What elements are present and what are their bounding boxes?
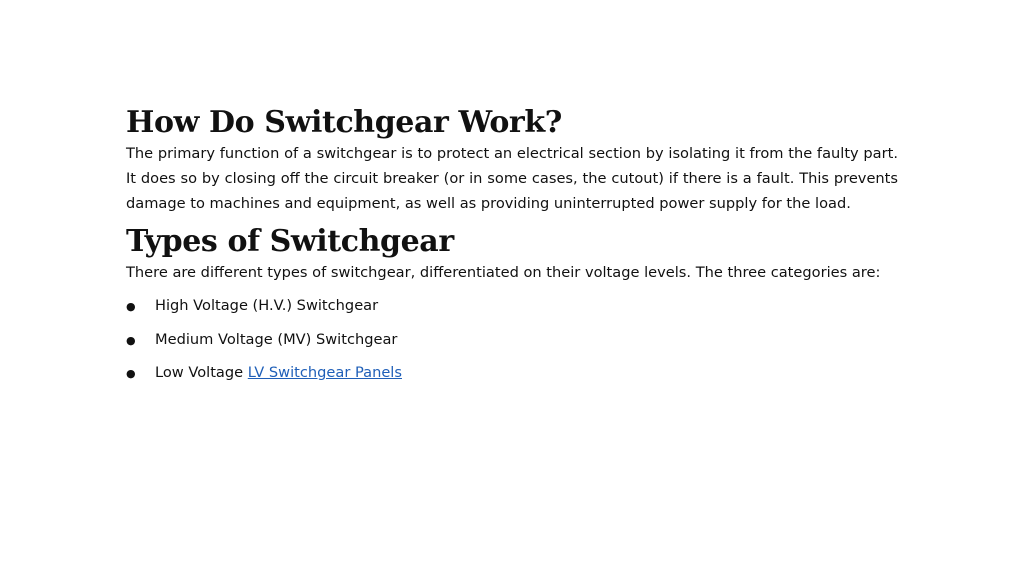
switchgear-types-list (126, 294, 898, 395)
list-item-text: Low Voltage (155, 364, 248, 382)
heading-types-of-switchgear: Types of Switchgear (126, 224, 454, 260)
list-item-text: High Voltage (H.V.) Switchgear (155, 297, 379, 315)
lv-switchgear-panels-link[interactable]: LV Switchgear Panels (247, 364, 402, 382)
slide-content (126, 104, 898, 395)
list-item-text: Medium Voltage (MV) Switchgear (155, 330, 398, 348)
heading-how-switchgear-works: How Do Switchgear Work? (126, 105, 562, 140)
bullet-icon: ● (126, 300, 136, 314)
paragraph-switchgear-types-intro: There are different types of switchgear, differentiated on their voltage levels. The three categories are: (126, 264, 881, 282)
list-item-medium-voltage (126, 328, 898, 362)
bullet-icon: ● (126, 333, 136, 347)
paragraph-switchgear-function: The primary function of a switchgear is to protect an electrical section by isolating it from the faulty part. It does so by closing off the circuit breaker (or in some cases, the cutout) if there is a fault. This prevents damage to machines and equipment, as well as providing uninterrupted power supply for the load. (126, 145, 898, 212)
bullet-icon: ● (126, 367, 136, 381)
list-item-high-voltage (126, 294, 898, 328)
list-item-low-voltage (126, 361, 898, 395)
